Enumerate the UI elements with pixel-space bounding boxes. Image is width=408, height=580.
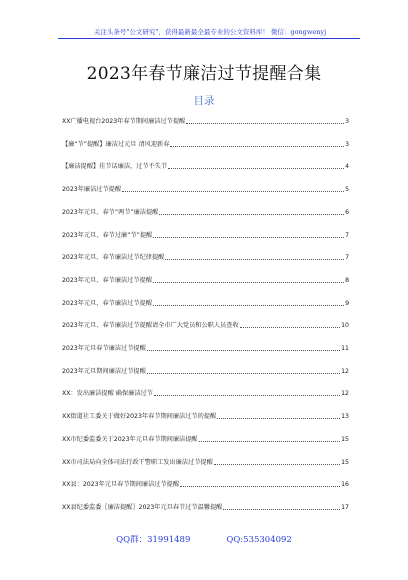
- toc-leader-dots: [186, 123, 344, 124]
- toc-entry-text: 【廉“节”提醒】廉洁过元旦 清风迎新春: [62, 140, 170, 148]
- toc-entry-text: XX街道社工委关于做好2023年春节期间廉洁过节的提醒: [62, 413, 217, 421]
- toc-leader-dots: [217, 418, 340, 419]
- toc-entry[interactable]: [62, 409, 349, 421]
- toc-leader-dots: [180, 486, 340, 487]
- toc-entry-text: XX县：2023年元旦春节期间廉洁过节提醒: [62, 481, 180, 489]
- toc-leader-dots: [153, 305, 344, 306]
- toc-entry[interactable]: [62, 432, 349, 444]
- toc-entry-text: 【廉洁提醒】佳节话廉洁，过节不失节: [62, 163, 168, 171]
- toc-heading: 目录: [193, 95, 215, 107]
- toc-entry-text: XX广播电视台2023年春节期间廉洁过节提醒: [62, 118, 186, 125]
- toc-page-number: 13: [341, 413, 349, 421]
- toc-entry[interactable]: [62, 341, 349, 353]
- qq-group-label: QQ群：31991489: [116, 535, 191, 545]
- footer-contact: [0, 533, 408, 545]
- toc-page-number: 3: [345, 140, 349, 148]
- toc-entry[interactable]: [62, 477, 349, 489]
- toc-entry-text: 2023年元旦、春节廉洁过节提醒: [62, 299, 152, 307]
- toc-page-number: 17: [341, 503, 349, 511]
- toc-leader-dots: [122, 191, 344, 192]
- toc-page-number: 11: [341, 345, 349, 352]
- toc-leader-dots: [147, 350, 340, 351]
- toc-leader-dots: [199, 441, 341, 442]
- toc-page-number: 8: [345, 276, 349, 284]
- toc-entry[interactable]: [62, 205, 349, 217]
- toc-leader-dots: [147, 373, 340, 374]
- toc-page-number: 12: [341, 367, 349, 375]
- toc-leader-dots: [240, 327, 341, 328]
- toc-entry[interactable]: [62, 250, 349, 262]
- toc-entry-text: XX市司法局向全体司法行政干警职工发出廉洁过节提醒: [62, 458, 213, 466]
- toc-entry[interactable]: [62, 455, 349, 467]
- toc-leader-dots: [154, 395, 340, 396]
- toc-page-number: 7: [345, 231, 349, 239]
- toc-page-number: 10: [341, 322, 349, 330]
- toc-entry-text: 2023年元旦、春节廉洁过节提醒: [62, 276, 152, 284]
- toc-entry-text: XX：发出廉洁提醒 确保廉洁过节: [62, 390, 153, 398]
- toc-entry[interactable]: [62, 296, 349, 308]
- toc-leader-dots: [159, 214, 344, 215]
- toc-entry[interactable]: [62, 364, 349, 376]
- toc-page-number: 15: [341, 458, 349, 466]
- toc-entry[interactable]: [62, 137, 349, 149]
- toc-entry[interactable]: [62, 159, 349, 171]
- header-banner: 关注头条号"公文研究"，获得最新最全最专业的公文资料库！ 微信：gongwenyj: [93, 28, 327, 36]
- toc-leader-dots: [214, 464, 340, 465]
- toc-page-number: 12: [341, 390, 349, 398]
- toc-entry-text: 2023年元旦、春节“两节”廉洁提醒: [62, 208, 159, 216]
- toc-entry[interactable]: [62, 228, 349, 240]
- toc-entry-text: 2023年廉洁过节提醒: [62, 186, 122, 194]
- toc-leader-dots: [170, 146, 344, 147]
- toc-entry-text: 2023年元旦、春节廉洁过节纪律提醒: [62, 254, 165, 262]
- toc-entry-text: 2023年元旦春节廉洁过节提醒: [62, 345, 146, 352]
- toc-page-number: 5: [345, 186, 349, 194]
- toc-leader-dots: [165, 259, 344, 260]
- qq-contact-label: QQ:535304092: [226, 535, 292, 545]
- toc-entry[interactable]: [62, 114, 349, 126]
- toc-page-number: 15: [341, 435, 349, 443]
- toc-entry-text: XX县纪委监委〖廉洁提醒〗2023年元旦春节过节温馨提醒: [62, 503, 223, 511]
- toc-page-number: 4: [345, 163, 349, 171]
- toc-leader-dots: [223, 509, 340, 510]
- toc-page-number: 3: [345, 118, 349, 125]
- toc-page-number: 7: [345, 254, 349, 262]
- toc-entry-text: 2023年元旦、春节过廉“节”提醒: [62, 231, 153, 239]
- toc-page-number: 16: [341, 481, 349, 489]
- toc-leader-dots: [153, 282, 344, 283]
- toc-leader-dots: [153, 237, 344, 238]
- toc-entry[interactable]: [62, 500, 349, 512]
- toc-leader-dots: [168, 168, 344, 169]
- toc-entry-text: XX市纪委监委关于2023年元旦春节期间廉洁提醒: [62, 435, 198, 443]
- toc-page-number: 9: [345, 299, 349, 307]
- toc-entry[interactable]: [62, 182, 349, 194]
- toc-entry-text: 2023年元旦期间廉洁过节提醒: [62, 367, 146, 375]
- toc-entry-text: 2023年元旦、春节廉洁过节提醒请全市广大党员和公职人员查收: [62, 322, 239, 330]
- toc-page-number: 6: [345, 208, 349, 216]
- toc-entry[interactable]: [62, 273, 349, 285]
- toc-entry[interactable]: [62, 386, 349, 398]
- header-rule: [58, 38, 360, 39]
- toc-entry[interactable]: [62, 318, 349, 330]
- document-title: 2023年春节廉洁过节提醒合集: [86, 64, 322, 84]
